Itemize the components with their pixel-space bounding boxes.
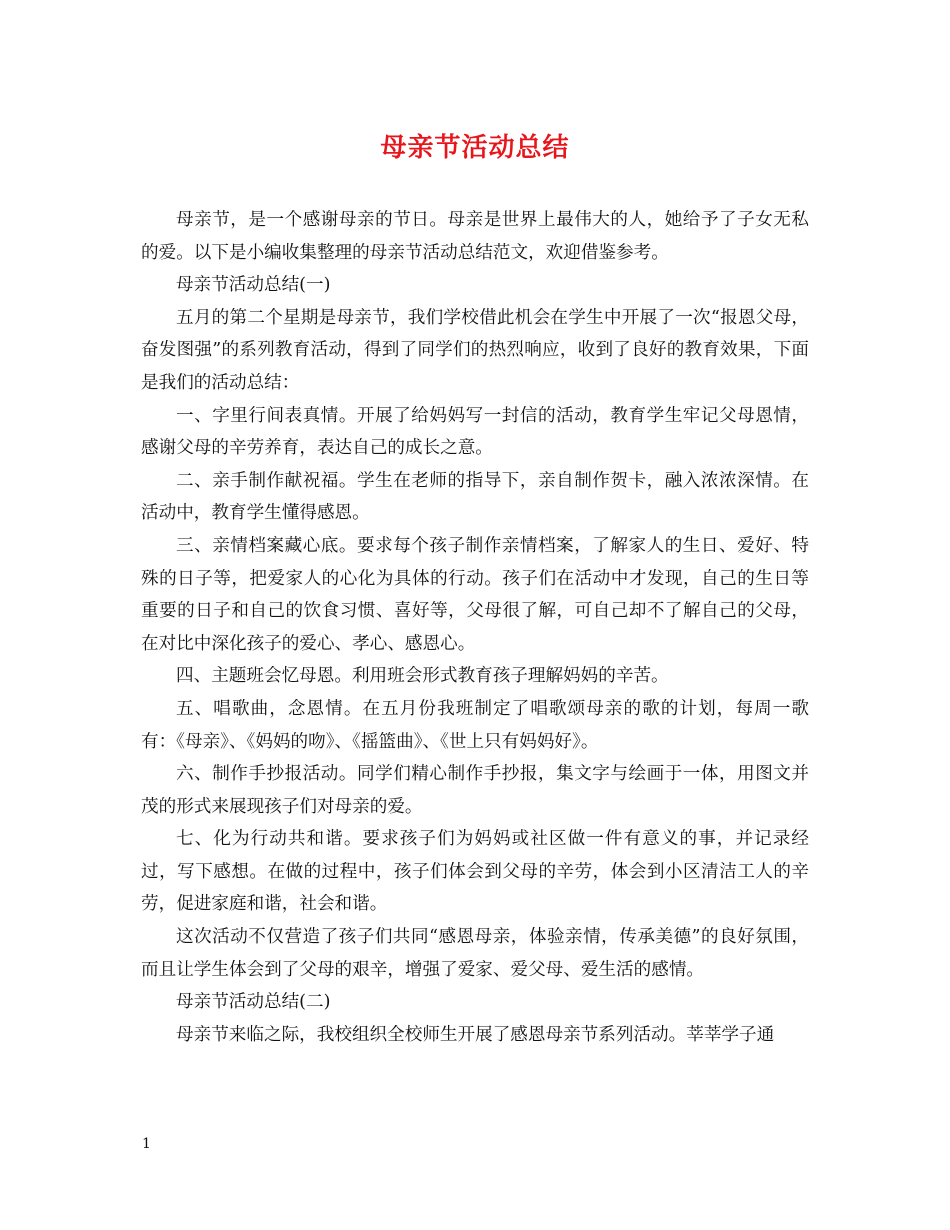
paragraph: 五月的第二个星期是母亲节，我们学校借此机会在学生中开展了一次“报恩父母，奋发图强”的系列教育活动，得到了同学们的热烈响应，收到了良好的教育效果，下面是我们的活动总结： bbox=[141, 307, 809, 393]
paragraph: 三、亲情档案藏心底。要求每个孩子制作亲情档案，了解家人的生日、爱好、特殊的日子等，把爱家人的心化为具体的行动。孩子们在活动中才发现，自己的生日等重要的日子和自己的饮食习惯、喜好等，父母很了解，可自己却不了解自己的父母，在对比中深化孩子的爱心、孝心、感恩心。 bbox=[141, 535, 809, 654]
paragraph: 四、主题班会忆母恩。利用班会形式教育孩子理解妈妈的辛苦。 bbox=[176, 666, 669, 687]
page-number: 1 bbox=[142, 1136, 151, 1152]
paragraph: 一、字里行间表真情。开展了给妈妈写一封信的活动，教育学生牢记父母恩情，感谢父母的辛劳养育，表达自己的成长之意。 bbox=[141, 405, 809, 459]
document-title: 母亲节活动总结 bbox=[380, 133, 570, 163]
section-heading-2: 母亲节活动总结(二) bbox=[176, 992, 331, 1013]
paragraph: 五、唱歌曲，念恩情。在五月份我班制定了唱歌颂母亲的歌的计划，每周一歌有：《母亲》、《妈妈的吻》、《摇篮曲》、《世上只有妈妈好》。 bbox=[141, 698, 809, 752]
paragraph: 七、化为行动共和谐。要求孩子们为妈妈或社区做一件有意义的事，并记录经过，写下感想。在做的过程中，孩子们体会到父母的辛劳，体会到小区清洁工人的辛劳，促进家庭和谐，社会和谐。 bbox=[141, 829, 809, 915]
document-body bbox=[141, 204, 809, 1051]
paragraph-intro: 母亲节，是一个感谢母亲的节日。母亲是世界上最伟大的人，她给予了子女无私的爱。以下是小编收集整理的母亲节活动总结范文，欢迎借鉴参考。 bbox=[141, 210, 809, 263]
paragraph: 母亲节来临之际，我校组织全校师生开展了感恩母亲节系列活动。莘莘学子通 bbox=[176, 1024, 775, 1045]
paragraph: 二、亲手制作献祝福。学生在老师的指导下，亲自制作贺卡，融入浓浓深情。在活动中，教育学生懂得感恩。 bbox=[141, 470, 809, 524]
paragraph: 六、制作手抄报活动。同学们精心制作手抄报，集文字与绘画于一体，用图文并茂的形式来展现孩子们对母亲的爱。 bbox=[141, 764, 809, 817]
paragraph: 这次活动不仅营造了孩子们共同“感恩母亲，体验亲情，传承美德”的良好氛围，而且让学生体会到了父母的艰辛，增强了爱家、爱父母、爱生活的感情。 bbox=[141, 927, 809, 980]
section-heading-1: 母亲节活动总结(一) bbox=[176, 275, 331, 296]
